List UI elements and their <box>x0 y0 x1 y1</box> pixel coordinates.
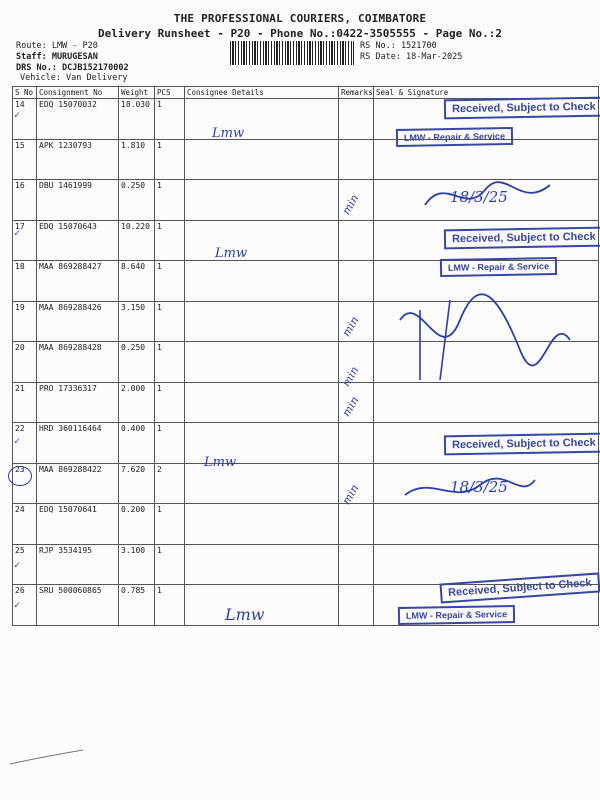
cell-weight: 18.030 <box>119 99 155 140</box>
cell-weight: 2.000 <box>119 382 155 423</box>
cell-weight: 0.200 <box>119 504 155 545</box>
received-stamp: Received, Subject to Check <box>439 572 600 603</box>
cell-pcs: 1 <box>155 544 185 585</box>
cell-sno: 26 <box>13 585 37 626</box>
cell-consignment: APK 1230793 <box>37 139 119 180</box>
cell-consignee <box>185 220 339 261</box>
cell-consignment: DBU 1461999 <box>37 180 119 221</box>
cell-pcs: 1 <box>155 342 185 383</box>
runsheet-title: Delivery Runsheet - P20 - Phone No.:0422-3505555 - Page No.:2 <box>98 27 502 40</box>
lmw-stamp: LMW - Repair & Service <box>440 257 557 277</box>
handwritten-lmw: Lmw <box>204 455 237 470</box>
handwritten-min: min <box>339 192 362 217</box>
cell-remarks <box>339 220 374 261</box>
cell-consignment: EDQ 15070643 <box>37 220 119 261</box>
cell-consignment: EDQ 15070641 <box>37 504 119 545</box>
signature-scribble <box>400 470 540 510</box>
col-signature: Seal & Signature <box>374 87 599 99</box>
col-sno: S No <box>13 87 37 99</box>
col-consignee: Consignee Details <box>185 87 339 99</box>
cell-consignee <box>185 504 339 545</box>
cell-pcs: 1 <box>155 220 185 261</box>
cell-sno: 18 <box>13 261 37 302</box>
handwritten-min: min <box>339 364 362 389</box>
lmw-stamp: LMW - Repair & Service <box>396 127 513 147</box>
cell-sno: 19 <box>13 301 37 342</box>
footer-mark <box>8 748 88 768</box>
cell-pcs: 1 <box>155 382 185 423</box>
cell-sno: 16 <box>13 180 37 221</box>
tick-mark: ✓ <box>14 110 21 121</box>
cell-consignee <box>185 180 339 221</box>
cell-weight: 7.620 <box>119 463 155 504</box>
cell-consignment: HRD 360116464 <box>37 423 119 464</box>
cell-weight: 3.100 <box>119 544 155 585</box>
handwritten-date: 18/3/25 <box>450 478 508 496</box>
cell-consignment: RJP 3534195 <box>37 544 119 585</box>
cell-consignee <box>185 99 339 140</box>
cell-consignment: EDQ 15070032 <box>37 99 119 140</box>
cell-pcs: 1 <box>155 423 185 464</box>
cell-pcs: 1 <box>155 261 185 302</box>
cell-sno: 25 <box>13 544 37 585</box>
handwritten-date: 18/3/25 <box>450 188 508 206</box>
cell-sno: 14 <box>13 99 37 140</box>
cell-sno: 22 <box>13 423 37 464</box>
cell-consignee <box>185 139 339 180</box>
cell-consignee <box>185 301 339 342</box>
rs-date: RS Date: 18-Mar-2025 <box>360 52 463 62</box>
cell-pcs: 1 <box>155 585 185 626</box>
signature-scribble <box>420 170 560 220</box>
cell-consignee <box>185 261 339 302</box>
cell-pcs: 1 <box>155 504 185 545</box>
cell-consignee <box>185 382 339 423</box>
cell-weight: 0.400 <box>119 423 155 464</box>
vehicle-label: Vehicle: Van Delivery <box>20 73 128 83</box>
handwritten-min: min <box>339 482 362 507</box>
cell-weight: 10.220 <box>119 220 155 261</box>
tick-mark: ✓ <box>14 436 21 447</box>
handwritten-lmw: Lmw <box>212 126 245 141</box>
row-23-circle <box>8 466 32 486</box>
handwritten-min: min <box>339 394 362 419</box>
barcode <box>230 41 354 65</box>
handwritten-lmw: Lmw <box>215 246 248 261</box>
lmw-stamp: LMW - Repair & Service <box>398 605 515 625</box>
col-pcs: PCS <box>155 87 185 99</box>
cell-weight: 0.250 <box>119 342 155 383</box>
tick-mark: ✓ <box>14 600 21 611</box>
received-stamp: Received, Subject to Check <box>444 227 600 250</box>
cell-pcs: 1 <box>155 139 185 180</box>
cell-weight: 1.810 <box>119 139 155 180</box>
cell-sno: 23 <box>13 463 37 504</box>
cell-consignment: SRU 500060865 <box>37 585 119 626</box>
cell-pcs: 1 <box>155 180 185 221</box>
received-stamp: Received, Subject to Check <box>444 97 600 120</box>
cell-sno: 21 <box>13 382 37 423</box>
cell-sno: 24 <box>13 504 37 545</box>
col-consignment: Consignment No <box>37 87 119 99</box>
cell-consignee <box>185 342 339 383</box>
handwritten-min: min <box>339 314 362 339</box>
cell-sno: 20 <box>13 342 37 383</box>
rs-number: RS No.: 1521700 <box>360 41 437 51</box>
cell-remarks <box>339 99 374 140</box>
cell-remarks <box>339 504 374 545</box>
cell-consignment: MAA 869288428 <box>37 342 119 383</box>
cell-sno: 17 <box>13 220 37 261</box>
cell-pcs: 2 <box>155 463 185 504</box>
cell-sno: 15 <box>13 139 37 180</box>
cell-weight: 8.640 <box>119 261 155 302</box>
cell-consignment: MAA 869288427 <box>37 261 119 302</box>
staff-label: Staff: MURUGESAN <box>16 52 98 62</box>
cell-remarks <box>339 261 374 302</box>
cell-remarks <box>339 423 374 464</box>
cell-remarks <box>339 544 374 585</box>
cell-weight: 0.250 <box>119 180 155 221</box>
cell-consignment: MAA 869288422 <box>37 463 119 504</box>
drs-label: DRS No.: DCJB152170002 <box>16 63 129 73</box>
tick-mark: ✓ <box>14 228 21 239</box>
cell-weight: 3.150 <box>119 301 155 342</box>
table-header <box>13 87 599 99</box>
cell-consignment: PRO 17336317 <box>37 382 119 423</box>
cell-consignee <box>185 544 339 585</box>
cell-remarks <box>339 139 374 180</box>
tick-mark: ✓ <box>14 560 21 571</box>
cell-consignment: MAA 869288426 <box>37 301 119 342</box>
route-label: Route: LMW - P20 <box>16 41 98 51</box>
cell-pcs: 1 <box>155 99 185 140</box>
cell-pcs: 1 <box>155 301 185 342</box>
signature-scribble <box>380 280 580 390</box>
handwritten-lmw: Lmw <box>225 605 265 624</box>
company-title: THE PROFESSIONAL COURIERS, COIMBATORE <box>173 12 427 25</box>
received-stamp: Received, Subject to Check <box>444 433 600 456</box>
cell-remarks <box>339 585 374 626</box>
col-weight: Weight <box>119 87 155 99</box>
cell-weight: 0.785 <box>119 585 155 626</box>
col-remarks: Remarks <box>339 87 374 99</box>
